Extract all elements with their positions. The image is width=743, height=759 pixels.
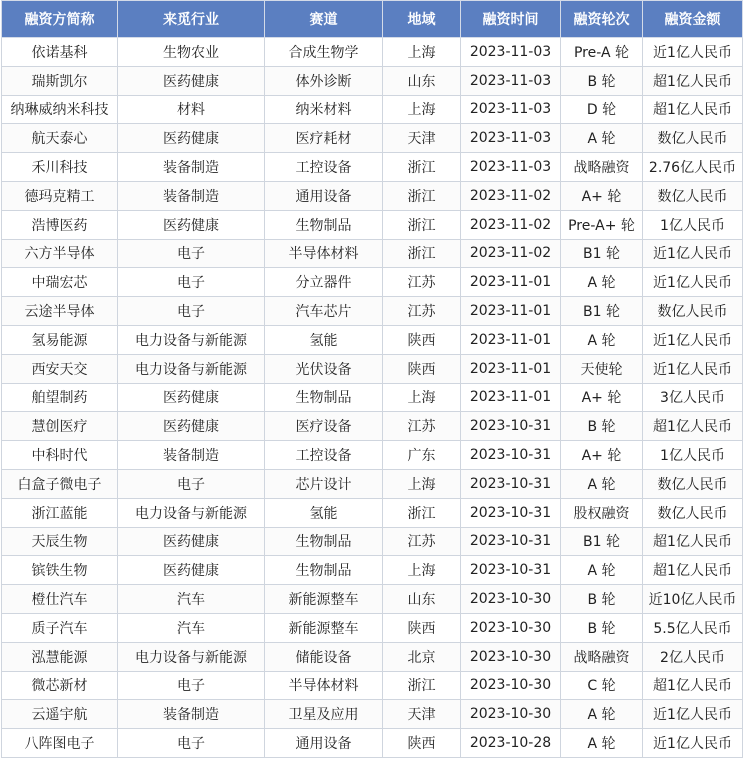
- cell-date: 2023-10-30: [461, 671, 561, 700]
- header-date: 融资时间: [461, 1, 561, 38]
- cell-region: 山东: [383, 585, 461, 614]
- cell-company: 氢易能源: [2, 325, 118, 354]
- table-row: [2, 239, 743, 268]
- cell-company: 云遥宇航: [2, 700, 118, 729]
- table-row: [2, 354, 743, 383]
- cell-amount: 近10亿人民币: [643, 585, 743, 614]
- cell-region: 江苏: [383, 268, 461, 297]
- cell-track: 医疗耗材: [265, 124, 383, 153]
- cell-date: 2023-11-02: [461, 210, 561, 239]
- cell-track: 储能设备: [265, 642, 383, 671]
- cell-date: 2023-11-03: [461, 124, 561, 153]
- cell-region: 山东: [383, 66, 461, 95]
- cell-industry: 电力设备与新能源: [118, 642, 265, 671]
- cell-date: 2023-10-30: [461, 642, 561, 671]
- cell-company: 舶望制药: [2, 383, 118, 412]
- cell-round: A+ 轮: [561, 441, 643, 470]
- cell-track: 光伏设备: [265, 354, 383, 383]
- cell-industry: 电子: [118, 469, 265, 498]
- header-row: [2, 1, 743, 38]
- table-row: [2, 700, 743, 729]
- cell-track: 生物制品: [265, 527, 383, 556]
- table-row: [2, 729, 743, 758]
- cell-region: 陕西: [383, 613, 461, 642]
- cell-industry: 电子: [118, 729, 265, 758]
- cell-track: 汽车芯片: [265, 297, 383, 326]
- cell-industry: 装备制造: [118, 153, 265, 182]
- cell-industry: 医药健康: [118, 124, 265, 153]
- cell-amount: 2.76亿人民币: [643, 153, 743, 182]
- cell-region: 陕西: [383, 729, 461, 758]
- cell-date: 2023-10-31: [461, 556, 561, 585]
- table-row: [2, 383, 743, 412]
- cell-round: 天使轮: [561, 354, 643, 383]
- cell-industry: 医药健康: [118, 210, 265, 239]
- cell-round: B1 轮: [561, 239, 643, 268]
- cell-round: Pre-A 轮: [561, 38, 643, 67]
- cell-region: 天津: [383, 124, 461, 153]
- cell-amount: 数亿人民币: [643, 498, 743, 527]
- cell-region: 天津: [383, 700, 461, 729]
- cell-round: B 轮: [561, 585, 643, 614]
- cell-date: 2023-11-01: [461, 325, 561, 354]
- cell-track: 纳米材料: [265, 95, 383, 124]
- cell-date: 2023-11-01: [461, 268, 561, 297]
- cell-round: B 轮: [561, 613, 643, 642]
- cell-round: B1 轮: [561, 297, 643, 326]
- cell-region: 广东: [383, 441, 461, 470]
- table-row: [2, 95, 743, 124]
- cell-track: 氢能: [265, 325, 383, 354]
- cell-region: 陕西: [383, 325, 461, 354]
- cell-track: 合成生物学: [265, 38, 383, 67]
- cell-company: 白盒子微电子: [2, 469, 118, 498]
- cell-track: 通用设备: [265, 181, 383, 210]
- table-body: [2, 38, 743, 758]
- cell-company: 天辰生物: [2, 527, 118, 556]
- cell-round: 股权融资: [561, 498, 643, 527]
- cell-amount: 数亿人民币: [643, 124, 743, 153]
- cell-amount: 3亿人民币: [643, 383, 743, 412]
- cell-company: 航天泰心: [2, 124, 118, 153]
- cell-industry: 汽车: [118, 613, 265, 642]
- table-row: [2, 268, 743, 297]
- cell-date: 2023-11-02: [461, 181, 561, 210]
- cell-company: 泓慧能源: [2, 642, 118, 671]
- cell-company: 中科时代: [2, 441, 118, 470]
- table-row: [2, 66, 743, 95]
- cell-track: 通用设备: [265, 729, 383, 758]
- cell-amount: 超1亿人民币: [643, 412, 743, 441]
- cell-industry: 材料: [118, 95, 265, 124]
- cell-region: 陕西: [383, 354, 461, 383]
- cell-round: B1 轮: [561, 527, 643, 556]
- table-row: [2, 469, 743, 498]
- cell-industry: 医药健康: [118, 66, 265, 95]
- cell-industry: 医药健康: [118, 412, 265, 441]
- table-row: [2, 153, 743, 182]
- cell-region: 北京: [383, 642, 461, 671]
- cell-track: 氢能: [265, 498, 383, 527]
- cell-track: 芯片设计: [265, 469, 383, 498]
- cell-date: 2023-10-31: [461, 412, 561, 441]
- header-company: 融资方简称: [2, 1, 118, 38]
- cell-round: A 轮: [561, 124, 643, 153]
- cell-date: 2023-10-30: [461, 585, 561, 614]
- cell-amount: 近1亿人民币: [643, 38, 743, 67]
- cell-track: 工控设备: [265, 153, 383, 182]
- cell-track: 生物制品: [265, 383, 383, 412]
- cell-round: 战略融资: [561, 642, 643, 671]
- cell-industry: 装备制造: [118, 441, 265, 470]
- cell-round: 战略融资: [561, 153, 643, 182]
- table-row: [2, 181, 743, 210]
- cell-amount: 超1亿人民币: [643, 95, 743, 124]
- cell-company: 慧创医疗: [2, 412, 118, 441]
- cell-track: 生物制品: [265, 210, 383, 239]
- table-row: [2, 412, 743, 441]
- header-industry: 来觅行业: [118, 1, 265, 38]
- table-row: [2, 325, 743, 354]
- cell-company: 八阵图电子: [2, 729, 118, 758]
- cell-industry: 生物农业: [118, 38, 265, 67]
- cell-region: 浙江: [383, 181, 461, 210]
- cell-region: 上海: [383, 469, 461, 498]
- table-row: [2, 527, 743, 556]
- table-row: [2, 556, 743, 585]
- cell-industry: 医药健康: [118, 527, 265, 556]
- cell-date: 2023-10-31: [461, 527, 561, 556]
- cell-date: 2023-11-03: [461, 66, 561, 95]
- cell-company: 浩博医药: [2, 210, 118, 239]
- cell-date: 2023-11-01: [461, 383, 561, 412]
- cell-region: 上海: [383, 383, 461, 412]
- cell-company: 瑞斯凯尔: [2, 66, 118, 95]
- cell-track: 新能源整车: [265, 613, 383, 642]
- cell-date: 2023-10-28: [461, 729, 561, 758]
- cell-track: 半导体材料: [265, 671, 383, 700]
- cell-date: 2023-10-30: [461, 700, 561, 729]
- cell-amount: 超1亿人民币: [643, 527, 743, 556]
- header-region: 地域: [383, 1, 461, 38]
- cell-track: 生物制品: [265, 556, 383, 585]
- cell-industry: 汽车: [118, 585, 265, 614]
- table-row: [2, 642, 743, 671]
- cell-amount: 数亿人民币: [643, 469, 743, 498]
- cell-industry: 电子: [118, 671, 265, 700]
- cell-track: 分立器件: [265, 268, 383, 297]
- cell-company: 依诺基科: [2, 38, 118, 67]
- cell-amount: 1亿人民币: [643, 210, 743, 239]
- cell-industry: 电子: [118, 297, 265, 326]
- header-track: 赛道: [265, 1, 383, 38]
- cell-amount: 近1亿人民币: [643, 325, 743, 354]
- table-row: [2, 671, 743, 700]
- cell-amount: 数亿人民币: [643, 297, 743, 326]
- table-row: [2, 210, 743, 239]
- cell-track: 半导体材料: [265, 239, 383, 268]
- cell-amount: 数亿人民币: [643, 181, 743, 210]
- cell-track: 体外诊断: [265, 66, 383, 95]
- cell-date: 2023-11-03: [461, 153, 561, 182]
- cell-amount: 2亿人民币: [643, 642, 743, 671]
- cell-company: 云途半导体: [2, 297, 118, 326]
- cell-industry: 电子: [118, 268, 265, 297]
- cell-round: A 轮: [561, 325, 643, 354]
- cell-round: B 轮: [561, 66, 643, 95]
- cell-amount: 5.5亿人民币: [643, 613, 743, 642]
- cell-company: 浙江蓝能: [2, 498, 118, 527]
- cell-company: 橙仕汽车: [2, 585, 118, 614]
- cell-amount: 超1亿人民币: [643, 66, 743, 95]
- cell-region: 江苏: [383, 412, 461, 441]
- cell-company: 禾川科技: [2, 153, 118, 182]
- table-row: [2, 297, 743, 326]
- cell-date: 2023-11-01: [461, 354, 561, 383]
- cell-date: 2023-11-02: [461, 239, 561, 268]
- cell-round: Pre-A+ 轮: [561, 210, 643, 239]
- cell-company: 西安天交: [2, 354, 118, 383]
- cell-region: 上海: [383, 556, 461, 585]
- cell-amount: 1亿人民币: [643, 441, 743, 470]
- cell-amount: 近1亿人民币: [643, 354, 743, 383]
- cell-round: A+ 轮: [561, 181, 643, 210]
- cell-industry: 医药健康: [118, 556, 265, 585]
- table-row: [2, 585, 743, 614]
- header-round: 融资轮次: [561, 1, 643, 38]
- cell-company: 镔铁生物: [2, 556, 118, 585]
- cell-company: 质子汽车: [2, 613, 118, 642]
- cell-region: 浙江: [383, 671, 461, 700]
- table-row: [2, 613, 743, 642]
- cell-region: 上海: [383, 95, 461, 124]
- cell-track: 医疗设备: [265, 412, 383, 441]
- cell-round: A+ 轮: [561, 383, 643, 412]
- cell-industry: 电力设备与新能源: [118, 498, 265, 527]
- cell-region: 浙江: [383, 498, 461, 527]
- cell-region: 浙江: [383, 239, 461, 268]
- cell-region: 江苏: [383, 297, 461, 326]
- cell-company: 微芯新材: [2, 671, 118, 700]
- cell-industry: 电子: [118, 239, 265, 268]
- cell-track: 工控设备: [265, 441, 383, 470]
- table-row: [2, 38, 743, 67]
- cell-track: 新能源整车: [265, 585, 383, 614]
- cell-round: A 轮: [561, 556, 643, 585]
- cell-industry: 电力设备与新能源: [118, 325, 265, 354]
- cell-round: C 轮: [561, 671, 643, 700]
- cell-industry: 电力设备与新能源: [118, 354, 265, 383]
- cell-round: A 轮: [561, 700, 643, 729]
- cell-region: 上海: [383, 38, 461, 67]
- cell-track: 卫星及应用: [265, 700, 383, 729]
- cell-company: 德玛克精工: [2, 181, 118, 210]
- cell-company: 中瑞宏芯: [2, 268, 118, 297]
- header-amount: 融资金额: [643, 1, 743, 38]
- cell-date: 2023-10-31: [461, 441, 561, 470]
- cell-region: 浙江: [383, 153, 461, 182]
- cell-amount: 近1亿人民币: [643, 729, 743, 758]
- table-row: [2, 498, 743, 527]
- financing-table: [1, 0, 743, 758]
- cell-industry: 装备制造: [118, 700, 265, 729]
- cell-round: A 轮: [561, 268, 643, 297]
- cell-date: 2023-10-31: [461, 469, 561, 498]
- cell-region: 江苏: [383, 527, 461, 556]
- cell-round: B 轮: [561, 412, 643, 441]
- cell-amount: 近1亿人民币: [643, 700, 743, 729]
- table-row: [2, 441, 743, 470]
- cell-amount: 超1亿人民币: [643, 556, 743, 585]
- cell-company: 六方半导体: [2, 239, 118, 268]
- cell-amount: 近1亿人民币: [643, 239, 743, 268]
- cell-date: 2023-10-31: [461, 498, 561, 527]
- table-row: [2, 124, 743, 153]
- cell-industry: 医药健康: [118, 383, 265, 412]
- cell-date: 2023-11-03: [461, 95, 561, 124]
- cell-amount: 近1亿人民币: [643, 268, 743, 297]
- cell-round: D 轮: [561, 95, 643, 124]
- cell-date: 2023-11-03: [461, 38, 561, 67]
- cell-company: 纳琳威纳米科技: [2, 95, 118, 124]
- cell-date: 2023-11-01: [461, 297, 561, 326]
- cell-round: A 轮: [561, 729, 643, 758]
- cell-region: 浙江: [383, 210, 461, 239]
- cell-round: A 轮: [561, 469, 643, 498]
- cell-date: 2023-10-30: [461, 613, 561, 642]
- cell-amount: 超1亿人民币: [643, 671, 743, 700]
- cell-industry: 装备制造: [118, 181, 265, 210]
